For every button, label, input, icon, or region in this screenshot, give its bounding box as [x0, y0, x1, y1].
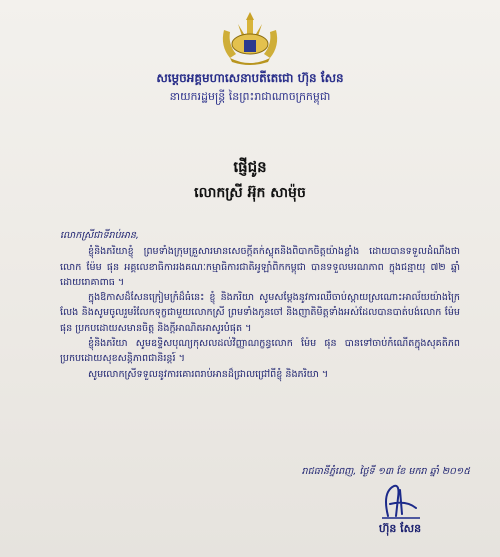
greeting: លោកស្រីជាទីរាប់អាន, — [60, 230, 139, 241]
royal-emblem-icon — [210, 10, 290, 68]
letter-body — [60, 228, 460, 382]
sender-position: នាយករដ្ឋមន្ត្រី នៃព្រះរាជាណាចក្រកម្ពុជា — [169, 90, 331, 103]
letter-date: រាជធានីភ្នំពេញ, ថ្ងៃទី ១៣ ខែ មករា ឆ្នាំ ២០១៥ — [301, 466, 470, 477]
paragraph-1: ខ្ញុំនិងភរិយាខ្ញុំ ព្រមទាំងក្រុមគ្រួសារមានសេចក្តីតក់ស្លុតនិងពិបាកចិត្តយ៉ាងខ្លាំង ដោយបានទទួលដំណឹងថា លោក ម៉ែម ផុន អគ្គលេខាធិការរងគណៈកម្មាធិការជាតិអូឡាំពិកកម្ពុជា បានទទួលមរណភាព ក្នុងជន្មាយុ ៧២ ឆ្នាំ ដោយរោគាពាធ ។ — [60, 246, 460, 288]
handwritten-signature-icon — [376, 482, 426, 522]
addressee-label: ផ្ញើជូន — [233, 158, 267, 176]
sender-title: សម្តេចអគ្គមហាសេនាបតីតេជោ ហ៊ុន សែន — [156, 71, 344, 85]
signatory-name: ហ៊ុន សែន — [378, 522, 422, 535]
paragraph-4: សូមលោកស្រីទទួលនូវការគោរពរាប់អានដ៏ជ្រាលជ្រៅពីខ្ញុំ និងភរិយា ។ — [88, 368, 329, 380]
addressee-name: លោកស្រី អ៊ុក សាម៉ុច — [194, 185, 306, 201]
paragraph-3: ខ្ញុំនិងភរិយា សូមឧទ្ទិសបុណ្យកុសលដល់វិញ្ញាណក្ខន្ធលោក ម៉ែម ផុន បានទៅចាប់កំណើតក្នុងសុគតិភពប្រកបដោយសុខសន្តិភាពជានិរន្តរ៍ ។ — [60, 338, 460, 365]
paragraph-2: ក្នុងឱកាសដ៏សែនក្រៀមក្រំដ៏ធំនេះ ខ្ញុំ និងភរិយា សូមសម្តែងនូវការឈឺចាប់ស្តាយស្រណោះអាល័យយ៉ាងក្រៃលែង និងសូមចូលរួមរំលែកទុក្ខជាមួយលោកស្រី ព្រមទាំងកូនចៅ និងញាតិមិត្តទាំងអស់ដែលបានបាត់បង់លោក ម៉ែម ផុន ប្រកបដោយសមានចិត្ត និងក្តីអាណិតអាសូរបំផុត ។ — [60, 292, 460, 334]
